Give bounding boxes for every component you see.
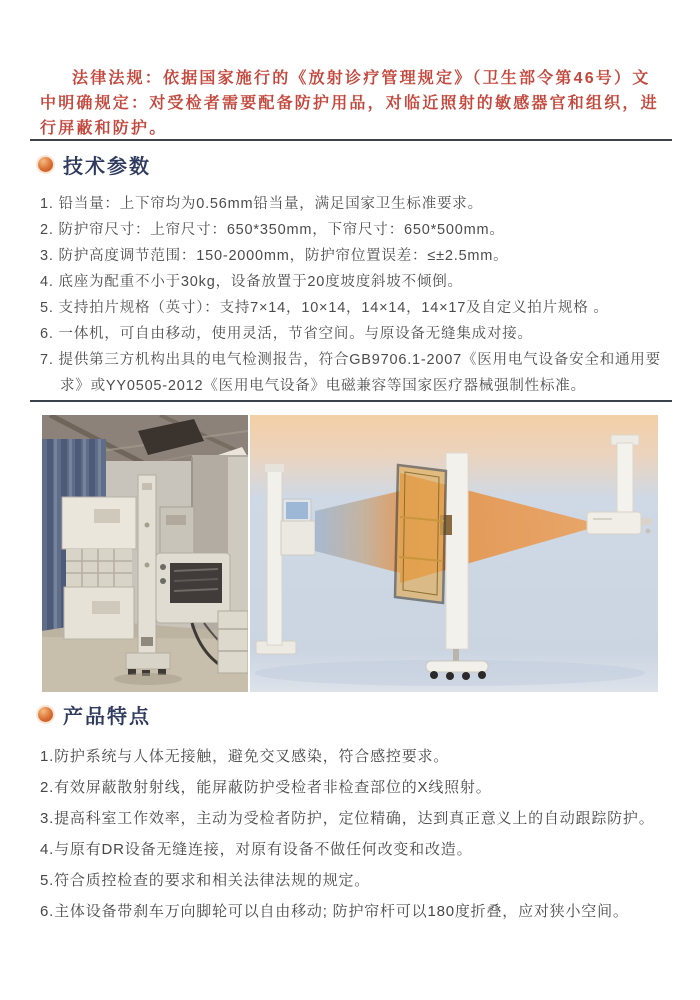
feature-item: 4.与原有DR设备无缝连接，对原有设备不做任何改变和改造。 bbox=[40, 841, 473, 858]
tech-param-item: 1. 铅当量：上下帘均为0.56mm铅当量，满足国家卫生标准要求。 bbox=[40, 196, 483, 212]
tech-param-item: 5. 支持拍片规格（英寸）：支持7×14，10×14，14×14，14×17及自定义拍片规格 。 bbox=[40, 300, 609, 316]
tech-param-item: 2. 防护帘尺寸：上帘尺寸：650*350mm，下帘尺寸：650*500mm。 bbox=[40, 222, 505, 238]
product-features-list bbox=[40, 746, 680, 932]
feature-item: 2.有效屏蔽散射射线，能屏蔽防护受检者非检查部位的X线照射。 bbox=[40, 779, 492, 796]
tech-param-item: 6. 一体机，可自由移动，使用灵活，节省空间。与原设备无缝集成对接。 bbox=[40, 326, 533, 342]
feature-item: 5.符合质控检查的要求和相关法律法规的规定。 bbox=[40, 872, 371, 889]
tech-section-header bbox=[38, 151, 151, 177]
section-bullet-icon bbox=[38, 157, 53, 172]
section-bullet-icon bbox=[38, 707, 53, 722]
feature-item: 6.主体设备带刹车万向脚轮可以自由移动; 防护帘杆可以180度折叠，应对狭小空间。 bbox=[40, 903, 629, 920]
x-ray-room-photo bbox=[42, 415, 248, 692]
tech-section-title: 技术参数 bbox=[63, 155, 151, 178]
feature-item: 1.防护系统与人体无接触，避免交叉感染，符合感控要求。 bbox=[40, 748, 450, 765]
features-section-header bbox=[38, 701, 151, 727]
tech-param-item: 7. 提供第三方机构出具的电气检测报告，符合GB9706.1-2007《医用电气设备安全和通用要求》或YY0505-2012《医用电气设备》电磁兼容等国家医疗器械强制性标准。 bbox=[40, 352, 661, 394]
legal-notice-paragraph: 法律法规：依据国家施行的《放射诊疗管理规定》（卫生部令第46号）文中明确规定：对受检者需要配备防护用品，对临近照射的敏感器官和组织，进行屏蔽和防护。 bbox=[40, 70, 659, 137]
feature-item: 3.提高科室工作效率，主动为受检者防护，定位精确，达到真正意义上的自动跟踪防护。 bbox=[40, 810, 655, 827]
photo-wall-cabinet bbox=[62, 497, 136, 639]
divider-line bbox=[30, 139, 672, 141]
xray-beam-protection-screen-render bbox=[250, 415, 658, 692]
protection-screen bbox=[395, 465, 446, 603]
tech-param-item: 3. 防护高度调节范围：150-2000mm，防护帘位置误差：≤±2.5mm。 bbox=[40, 248, 509, 264]
divider-line bbox=[30, 400, 672, 402]
features-section-title: 产品特点 bbox=[63, 705, 151, 728]
tech-params-list bbox=[40, 191, 674, 399]
tech-param-item: 4. 底座为配重不小于30kg，设备放置于20度坡度斜坡不倾倒。 bbox=[40, 274, 463, 290]
